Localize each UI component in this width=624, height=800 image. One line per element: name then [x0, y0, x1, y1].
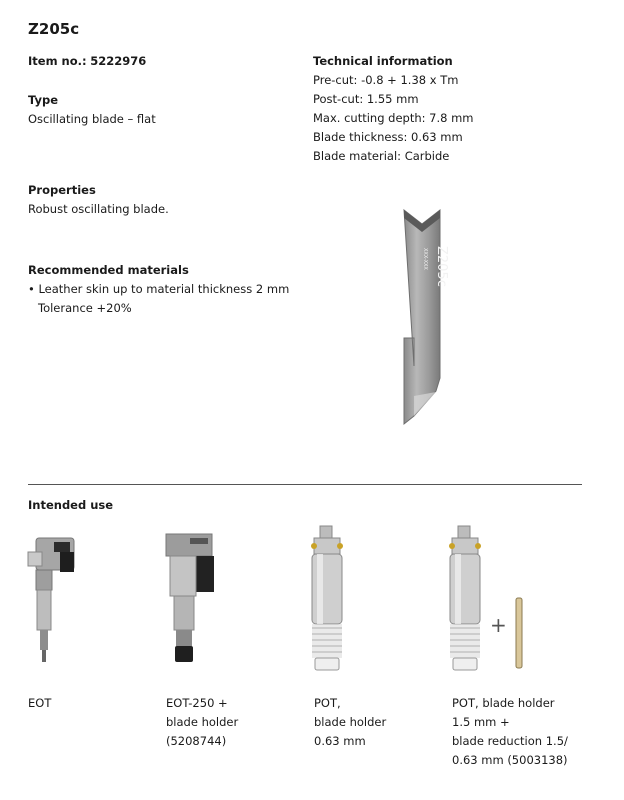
- tool-caption-pot: [314, 694, 386, 751]
- type-value: Oscillating blade – flat: [28, 112, 156, 126]
- caption-line: POT,: [314, 696, 341, 710]
- intended-use-heading: Intended use: [28, 498, 114, 512]
- plus-symbol: +: [490, 613, 507, 637]
- tool-caption-pot-reduction: [452, 694, 568, 770]
- product-title: Z205c: [28, 20, 80, 38]
- caption-line: 0.63 mm: [314, 734, 366, 748]
- blade-small-code: XXX-XXX: [422, 248, 428, 270]
- tool-caption-eot: [28, 694, 51, 713]
- type-heading: Type: [28, 93, 59, 107]
- pot-tool-icon: [298, 524, 358, 674]
- item-number-label: Item no.:: [28, 54, 87, 68]
- section-divider: [28, 484, 582, 485]
- materials-heading: Recommended materials: [28, 263, 189, 277]
- caption-line: POT, blade holder: [452, 696, 555, 710]
- technical-line: Max. cutting depth: 7.8 mm: [313, 111, 474, 125]
- properties-heading: Properties: [28, 183, 96, 197]
- caption-line: EOT: [28, 696, 52, 710]
- tool-caption-eot-250: [166, 694, 238, 751]
- caption-line: blade reduction 1.5/: [452, 734, 568, 748]
- properties-value: Robust oscillating blade.: [28, 202, 169, 216]
- item-number-value: 5222976: [90, 54, 147, 68]
- pot-reduction-tool-icon: [436, 524, 536, 674]
- caption-line: 0.63 mm (5003138): [452, 753, 568, 767]
- blade-image: [388, 206, 458, 428]
- eot-tool-icon: [22, 528, 82, 668]
- properties-section: [28, 181, 169, 219]
- type-section: [28, 91, 156, 129]
- technical-line: Post-cut: 1.55 mm: [313, 92, 419, 106]
- materials-item: • Leather skin up to material thickness 2 mm: [28, 282, 290, 296]
- technical-heading: Technical information: [313, 54, 453, 68]
- caption-line: (5208744): [166, 734, 227, 748]
- technical-info-section: [313, 52, 474, 166]
- eot-250-tool-icon: [160, 528, 220, 668]
- materials-tolerance: Tolerance +20%: [38, 301, 132, 315]
- caption-line: blade holder: [314, 715, 387, 729]
- technical-line: Pre-cut: -0.8 + 1.38 x Tm: [313, 73, 459, 87]
- caption-line: EOT-250 +: [166, 696, 228, 710]
- technical-line: Blade thickness: 0.63 mm: [313, 130, 463, 144]
- caption-line: 1.5 mm +: [452, 715, 510, 729]
- caption-line: blade holder: [166, 715, 239, 729]
- materials-section: [28, 261, 289, 318]
- technical-line: Blade material: Carbide: [313, 149, 450, 163]
- item-number: [28, 52, 146, 71]
- blade-engraving: Z205c: [434, 246, 449, 287]
